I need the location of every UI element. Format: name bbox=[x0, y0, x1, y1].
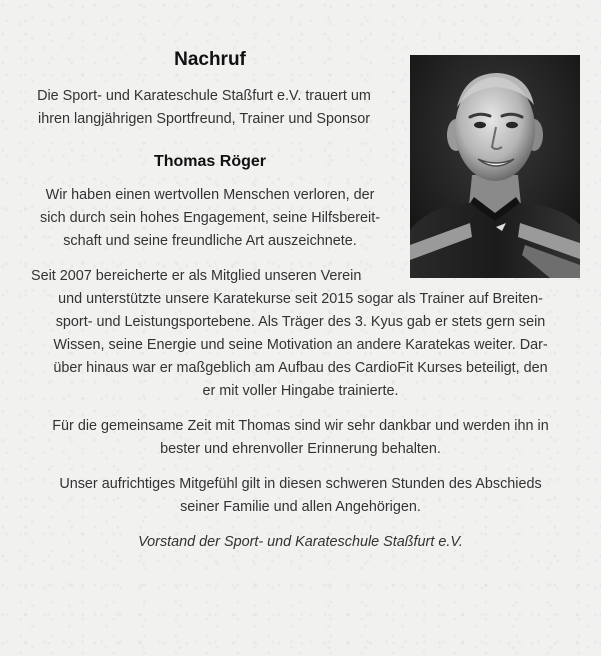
paragraph-2-line: sport- und Leistungsportebene. Als Träger des 3. Kyus gab er stets gern sein bbox=[55, 314, 546, 330]
paragraph-2-line: er mit voller Hingabe trainierte. bbox=[202, 383, 399, 399]
paragraph-4-line: seiner Familie und allen Angehörigen. bbox=[180, 499, 421, 515]
paragraph-1-line: schaft und seine freundliche Art auszeichnete. bbox=[63, 233, 357, 249]
paragraph-2-line: über hinaus war er maßgeblich am Aufbau des CardioFit Kurses beteiligt, den bbox=[53, 360, 548, 376]
portrait-photo bbox=[410, 55, 580, 278]
intro-line: Die Sport- und Karateschule Staßfurt e.V. trauert um bbox=[37, 88, 371, 104]
paragraph-3-line: bester und ehrenvoller Erinnerung behalten. bbox=[160, 441, 441, 457]
signature: Vorstand der Sport- und Karateschule Staßfurt e.V. bbox=[138, 534, 463, 550]
paragraph-4-line: Unser aufrichtiges Mitgefühl gilt in diesen schweren Stunden des Abschieds bbox=[59, 476, 542, 492]
obituary-title: Nachruf bbox=[174, 49, 246, 70]
paragraph-3-line: Für die gemeinsame Zeit mit Thomas sind wir sehr dankbar und werden ihn in bbox=[52, 418, 549, 434]
intro-line: ihren langjährigen Sportfreund, Trainer und Sponsor bbox=[38, 111, 370, 127]
paragraph-1-line: Wir haben einen wertvollen Menschen verloren, der bbox=[45, 187, 375, 203]
paragraph-2-line: Wissen, seine Energie und seine Motivation an andere Karatekas weiter. Dar- bbox=[53, 337, 548, 353]
paragraph-2-line: Seit 2007 bereicherte er als Mitglied unseren Verein bbox=[31, 268, 362, 284]
paragraph-2-line: und unterstützte unsere Karatekurse seit 2015 sogar als Trainer auf Breiten- bbox=[58, 291, 543, 307]
paragraph-1-line: sich durch sein hohes Engagement, seine Hilfsbereit- bbox=[40, 210, 380, 226]
deceased-name: Thomas Röger bbox=[153, 153, 266, 170]
